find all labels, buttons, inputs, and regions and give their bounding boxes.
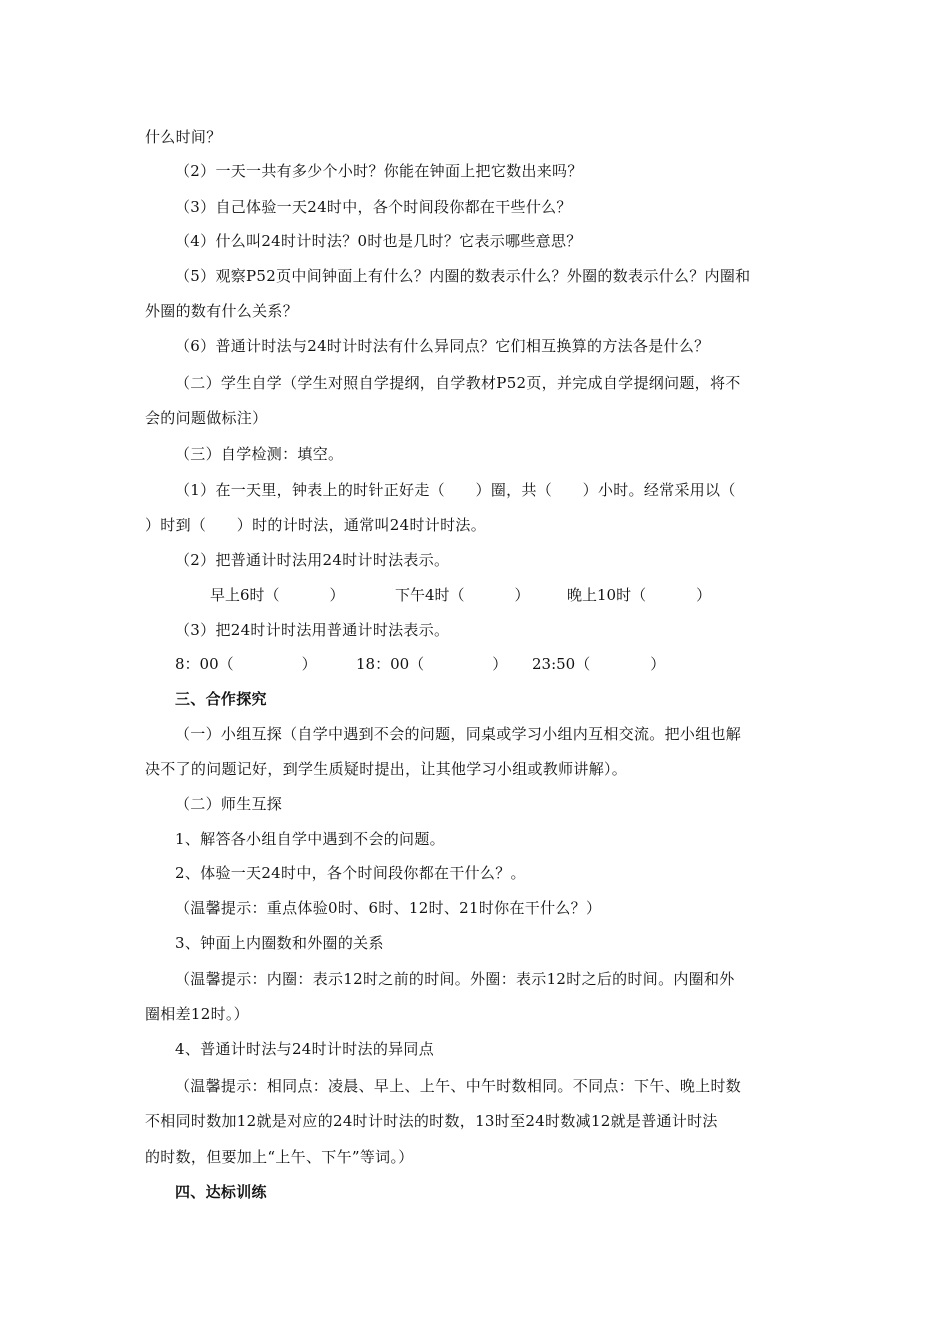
fill-label: 18：00（ <box>356 655 425 673</box>
question-5: （5）观察P52页中间钟面上有什么？内圈的数表示什么？外圈的数表示什么？内圈和 <box>175 267 751 285</box>
question-4: （4）什么叫24时计时法？0时也是几时？它表示哪些意思？ <box>175 232 582 250</box>
tip-2-cont: 圈相差12时。） <box>145 1005 249 1023</box>
fill-label: 下午4时（ <box>395 586 465 604</box>
fill-close: ） <box>492 655 508 673</box>
group-explore-cont: 决不了的问题记好，到学生质疑时提出，让其他学习小组或教师讲解）。 <box>145 760 628 778</box>
fill-question-3: （3）把24时计时法用普通计时法表示。 <box>175 621 450 639</box>
fill-close: ） <box>514 586 530 604</box>
self-study-cont: 会的问题做标注） <box>145 409 268 427</box>
tip-1: （温馨提示：重点体验0时、6时、12时、21时你在干什么？） <box>175 899 602 917</box>
tip-3-cont: 不相同时数加12就是对应的24时计时法的时数，13时至24时数减12就是普通计时法 <box>145 1112 718 1130</box>
group-explore: （一）小组互探（自学中遇到不会的问题，同桌或学习小组内互相交流。把小组也解 <box>175 725 742 743</box>
fill-label: 早上6时（ <box>210 586 280 604</box>
section-heading-training: 四、达标训练 <box>175 1183 267 1201</box>
self-study-heading: （二）学生自学（学生对照自学提纲，自学教材P52页，并完成自学提纲问题，将不 <box>175 374 741 392</box>
fill-close: ） <box>301 655 317 673</box>
fill-label: 8：00（ <box>175 655 234 673</box>
self-check-heading: （三）自学检测：填空。 <box>175 445 344 463</box>
fill-row-2 <box>175 653 317 675</box>
item-2: 2、体验一天24时中，各个时间段你都在干什么？。 <box>175 864 526 882</box>
fill-label: 23:50（ <box>532 655 591 673</box>
section-heading-cooperation: 三、合作探究 <box>175 690 267 708</box>
fill-question-1: （1）在一天里，钟表上的时针正好走（ ）圈，共（ ）小时。经常采用以（ <box>175 481 736 499</box>
tip-3-cont: 的时数，但要加上“上午、下午”等词。） <box>145 1148 414 1166</box>
fill-row-1 <box>395 584 530 606</box>
fill-close: ） <box>650 655 666 673</box>
item-4: 4、普通计时法与24时计时法的异同点 <box>175 1040 435 1058</box>
fill-question-2: （2）把普通计时法用24时计时法表示。 <box>175 551 450 569</box>
question-5-cont: 外圈的数有什么关系？ <box>145 302 299 320</box>
fill-row-2 <box>356 653 507 675</box>
question-3: （3）自己体验一天24时中，各个时间段你都在干些什么？ <box>175 198 572 216</box>
fill-label: 晚上10时（ <box>567 586 647 604</box>
item-3: 3、钟面上内圈数和外圈的关系 <box>175 934 384 952</box>
question-2: （2）一天一共有多少个小时？你能在钟面上把它数出来吗？ <box>175 162 583 180</box>
text-line: 什么时间？ <box>145 128 222 146</box>
item-1: 1、解答各小组自学中遇到不会的问题。 <box>175 830 445 848</box>
fill-row-2 <box>532 653 665 675</box>
fill-question-1-cont: ）时到（ ）时的计时法，通常叫24时计时法。 <box>145 516 486 534</box>
tip-2: （温馨提示：内圈：表示12时之前的时间。外圈：表示12时之后的时间。内圈和外 <box>175 970 735 988</box>
fill-close: ） <box>696 586 712 604</box>
teacher-student-explore: （二）师生互探 <box>175 795 283 813</box>
question-6: （6）普通计时法与24时计时法有什么异同点？它们相互换算的方法各是什么？ <box>175 337 710 355</box>
tip-3: （温馨提示：相同点：凌晨、早上、上午、中午时数相同。不同点：下午、晚上时数 <box>175 1077 742 1095</box>
fill-row-1 <box>567 584 711 606</box>
fill-close: ） <box>329 586 345 604</box>
fill-row-1 <box>210 584 345 606</box>
